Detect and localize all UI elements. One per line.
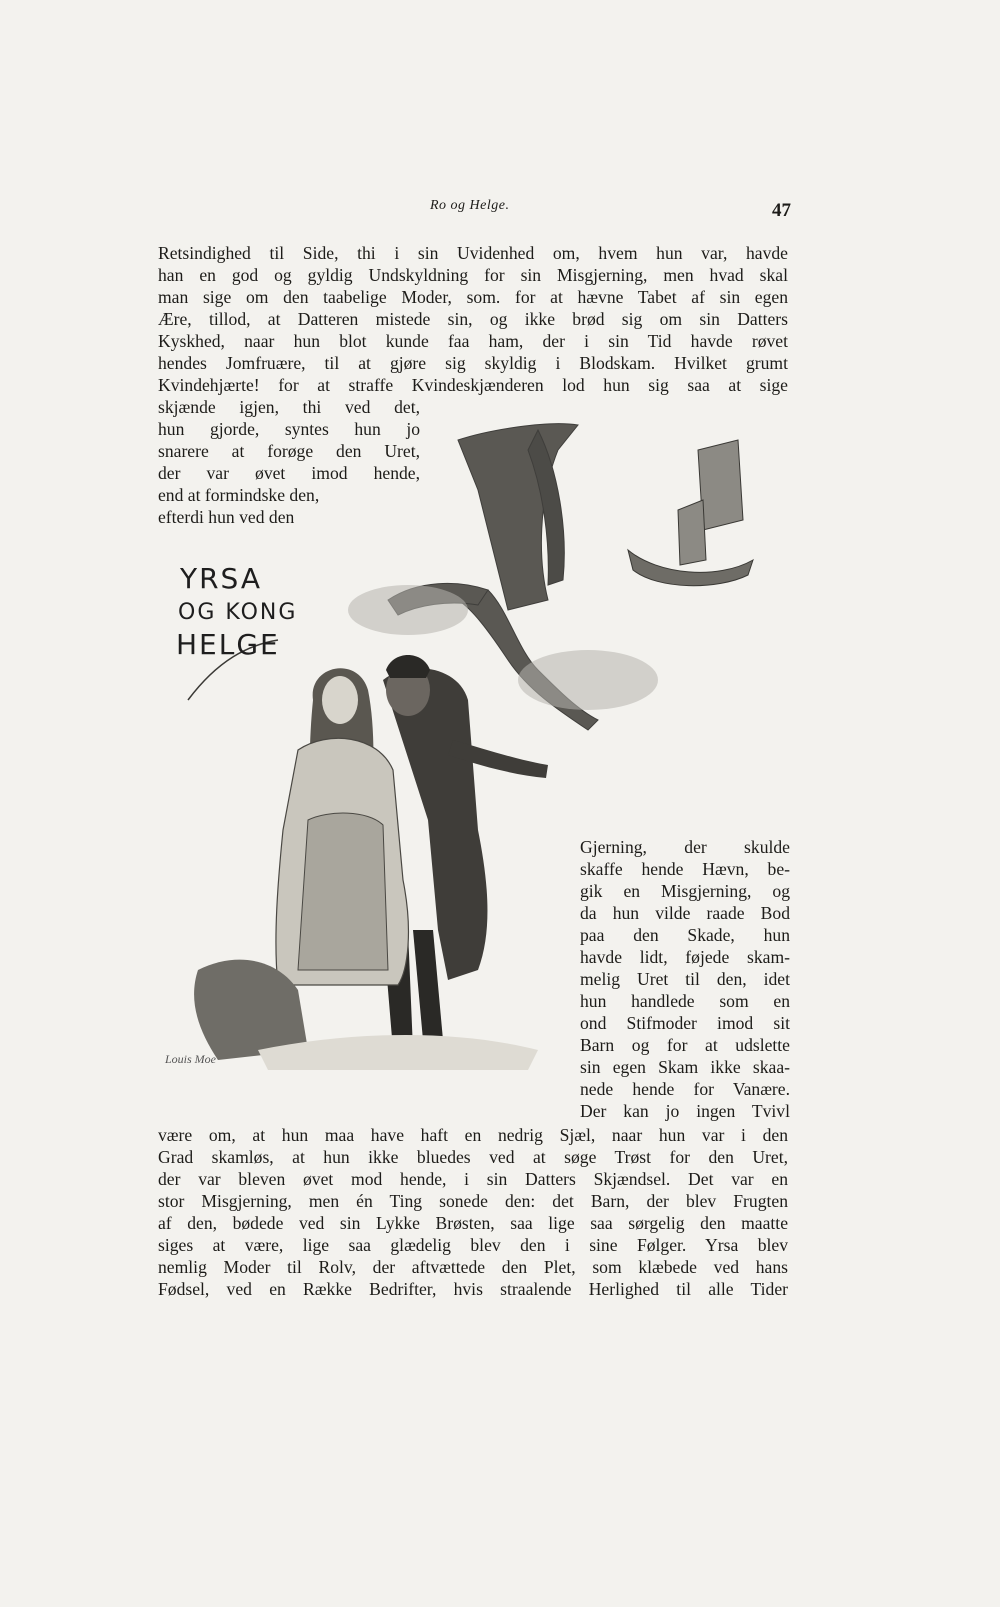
text-line: der var bleven øvet mod hende, i sin Datters Skjændsel. Det var en bbox=[158, 1169, 788, 1189]
text-line: end at formindske den, bbox=[158, 485, 320, 505]
text-line: man sige om den taabelige Moder, som. for at hævne Tabet af sin egen bbox=[158, 287, 788, 307]
text-line: nede hende for Vanære. bbox=[580, 1079, 790, 1099]
text-line: Kyskhed, naar hun blot kunde faa ham, der i sin Tid havde røvet bbox=[158, 331, 788, 351]
text-line: skjænde igjen, thi ved det, bbox=[158, 397, 420, 417]
text-line: melig Uret til den, idet bbox=[580, 969, 790, 989]
text-line: nemlig Moder til Rolv, der aftvættede den Plet, som klæbede ved hans bbox=[158, 1257, 788, 1277]
illustration-title-line-2: OG KONG bbox=[178, 600, 298, 625]
text-line: af den, bødede ved sin Lykke Brøsten, saa lige saa sørgelig den maatte bbox=[158, 1213, 788, 1233]
text-line: skaffe hende Hævn, be- bbox=[580, 859, 790, 879]
text-line: havde lidt, føjede skam- bbox=[580, 947, 790, 967]
text-line: paa den Skade, hun bbox=[580, 925, 790, 945]
text-line: Gjerning, der skulde bbox=[580, 837, 790, 857]
text-line: hun handlede som en bbox=[580, 991, 790, 1011]
text-line: Kvindehjærte! for at straffe Kvindeskjænderen lod hun sig saa at sige bbox=[158, 375, 788, 395]
illustration-title-line-1: YRSA bbox=[180, 562, 263, 595]
text-line: stor Misgjerning, men én Ting sonede den: det Barn, der blev Frugten bbox=[158, 1191, 788, 1211]
running-title: Ro og Helge. bbox=[430, 198, 510, 213]
page-number: 47 bbox=[772, 200, 791, 221]
illustration-title-line-3: HELGE bbox=[176, 628, 280, 661]
text-line: da hun vilde raade Bod bbox=[580, 903, 790, 923]
text-line: snarere at forøge den Uret, bbox=[158, 441, 420, 461]
text-line: der var øvet imod hende, bbox=[158, 463, 420, 483]
text-line: hendes Jomfruære, til at gjøre sig skyldig i Blodskam. Hvilket grumt bbox=[158, 353, 788, 373]
text-line: siges at være, lige saa glædelig blev den i sine Følger. Yrsa blev bbox=[158, 1235, 788, 1255]
text-line: Fødsel, ved en Række Bedrifter, hvis straalende Herlighed til alle Tider bbox=[158, 1279, 788, 1299]
text-line: Der kan jo ingen Tvivl bbox=[580, 1101, 790, 1121]
text-line: Barn og for at udslette bbox=[580, 1035, 790, 1055]
text-line: være om, at hun maa have haft en nedrig Sjæl, naar hun var i den bbox=[158, 1125, 788, 1145]
text-line: efterdi hun ved den bbox=[158, 507, 295, 527]
text-line: sin egen Skam ikke skaa- bbox=[580, 1057, 790, 1077]
text-line: Ære, tillod, at Datteren mistede sin, og ikke brød sig om sin Datters bbox=[158, 309, 788, 329]
text-line: Grad skamløs, at hun ikke bluedes ved at søge Trøst for den Uret, bbox=[158, 1147, 788, 1167]
text-line: hun gjorde, syntes hun jo bbox=[158, 419, 420, 439]
artist-signature: Louis Moe bbox=[165, 1052, 216, 1066]
text-line: han en god og gyldig Undskyldning for sin Misgjerning, men hvad skal bbox=[158, 265, 788, 285]
text-line: ond Stifmoder imod sit bbox=[580, 1013, 790, 1033]
text-line: gik en Misgjerning, og bbox=[580, 881, 790, 901]
text-line: Retsindighed til Side, thi i sin Uvidenhed om, hvem hun var, havde bbox=[158, 243, 788, 263]
